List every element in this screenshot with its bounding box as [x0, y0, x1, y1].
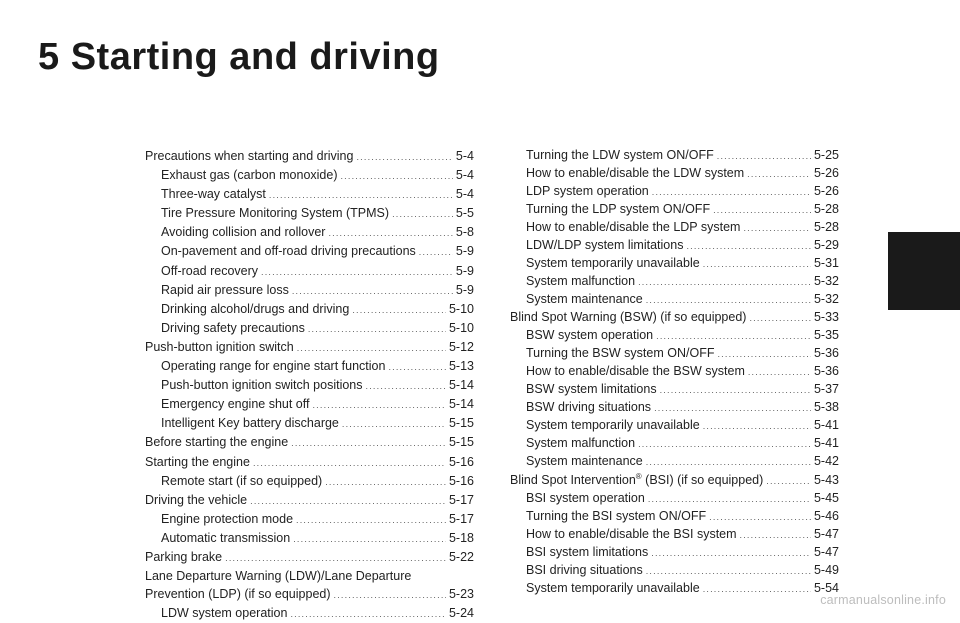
toc-leader — [766, 472, 811, 490]
toc-leader — [269, 186, 453, 204]
toc-entry-title: Emergency engine shut off — [161, 397, 310, 412]
toc-entry[interactable] — [510, 417, 839, 435]
toc-leader — [709, 509, 811, 526]
toc-entry[interactable] — [145, 491, 474, 510]
toc-page-number: 5-26 — [813, 184, 839, 198]
toc-leader — [652, 184, 811, 201]
page-title: 5 Starting and driving — [38, 36, 440, 78]
toc-page-number: 5-4 — [455, 187, 474, 202]
toc-entry[interactable] — [145, 300, 474, 319]
toc-entry-title: System malfunction — [526, 274, 636, 288]
toc-leader — [340, 167, 452, 185]
toc-leader — [250, 492, 446, 510]
toc-entry[interactable] — [145, 223, 474, 242]
toc-page-number: 5-35 — [813, 328, 839, 342]
toc-leader — [646, 454, 811, 471]
toc-entry[interactable] — [510, 381, 839, 399]
toc-page-number: 5-41 — [813, 436, 839, 450]
chapter-tab-marker — [888, 232, 960, 310]
toc-entry[interactable] — [145, 281, 474, 300]
toc-entry-title: How to enable/disable the BSW system — [526, 364, 745, 378]
toc-page-number: 5-8 — [455, 225, 474, 240]
toc-page-number: 5-14 — [448, 397, 474, 412]
toc-list-left — [145, 147, 474, 567]
toc-entry-title: Remote start (if so equipped) — [161, 473, 323, 488]
toc-leader — [352, 301, 446, 319]
toc-entry-title: System maintenance — [526, 292, 643, 306]
toc-page-number: 5-5 — [455, 206, 474, 221]
toc-entry-title: Push-button ignition switch positions — [161, 378, 363, 393]
toc-leader — [638, 436, 811, 453]
toc-page-number: 5-26 — [813, 166, 839, 180]
toc-page-number: 5-32 — [813, 274, 839, 288]
toc-leader — [392, 205, 453, 223]
toc-entry-title: BSI driving situations — [526, 563, 643, 578]
toc-leader — [656, 328, 811, 345]
toc-entry[interactable] — [145, 147, 474, 166]
toc-entry-title: Blind Spot Intervention — [510, 473, 636, 487]
toc-entry[interactable] — [510, 363, 839, 381]
toc-page-number: 5-32 — [813, 292, 839, 306]
toc-entry-title: Automatic transmission — [161, 530, 291, 545]
toc-page-number: 5-10 — [448, 301, 474, 316]
toc-entry[interactable] — [145, 510, 474, 529]
toc-page-number: 5-36 — [813, 346, 839, 360]
toc-page-number: 5-4 — [455, 149, 474, 163]
toc-entry[interactable] — [145, 453, 474, 472]
toc-entry[interactable] — [145, 319, 474, 338]
toc-leader — [291, 434, 446, 452]
toc-page-number: 5-9 — [455, 282, 474, 297]
toc-leader — [325, 473, 446, 491]
toc-entry-title: Parking brake — [145, 549, 223, 564]
toc-page-number: 5-17 — [448, 492, 474, 507]
toc-page-number: 5-4 — [455, 168, 474, 183]
toc-entry-title: System temporarily unavailable — [526, 418, 700, 432]
toc-leader — [297, 339, 446, 357]
toc-entry-title: Intelligent Key battery discharge — [161, 416, 339, 431]
toc-entry-title: BSW system limitations — [526, 382, 657, 396]
toc-entry-title: Before starting the engine — [145, 435, 289, 450]
toc-entry[interactable] — [145, 262, 474, 281]
toc-leader — [308, 320, 446, 338]
toc-leader — [253, 454, 446, 472]
toc-leader — [646, 563, 811, 580]
toc-page-number: 5-37 — [813, 382, 839, 396]
toc-column-left — [145, 147, 474, 623]
toc-entry-lane-departure[interactable] — [145, 567, 474, 604]
toc-leader — [290, 605, 446, 623]
toc-page-number: 5-54 — [813, 581, 839, 596]
toc-page-number: 5-15 — [448, 416, 474, 431]
toc-page-number: 5-25 — [813, 148, 839, 162]
toc-entry-title: Drinking alcohol/drugs and driving — [161, 301, 350, 316]
toc-entry-title: Driving the vehicle — [145, 492, 248, 507]
toc-entry[interactable] — [510, 327, 839, 345]
toc-entry[interactable] — [510, 147, 839, 165]
toc-entry[interactable] — [510, 562, 839, 580]
toc-leader — [366, 377, 446, 395]
toc-entry[interactable] — [145, 185, 474, 204]
toc-leader — [743, 220, 810, 237]
toc-leader — [292, 282, 453, 300]
toc-entry-title: System temporarily unavailable — [526, 581, 700, 596]
toc-page-number: 5-16 — [448, 454, 474, 469]
toc-entry-title: Engine protection mode — [161, 511, 294, 526]
toc-entry-title: On-pavement and off-road driving precautions — [161, 244, 416, 259]
toc-leader — [261, 263, 453, 281]
toc-entry[interactable] — [510, 345, 839, 363]
toc-entry-title: Off-road recovery — [161, 263, 259, 278]
toc-page-number: 5-22 — [448, 549, 474, 564]
toc-page-number: 5-42 — [813, 454, 839, 468]
toc-entry-title: LDW/LDP system limitations — [526, 238, 684, 252]
toc-page-number: 5-24 — [448, 606, 474, 621]
toc-entry-title: Tire Pressure Monitoring System (TPMS) — [161, 206, 390, 221]
toc-entry-title-suffix: (BSI) (if so equipped) — [641, 473, 764, 487]
toc-leader — [225, 549, 446, 567]
toc-leader — [638, 274, 811, 291]
toc-page-number: 5-43 — [813, 473, 839, 487]
toc-entry-title: How to enable/disable the LDW system — [526, 166, 745, 180]
toc-entry[interactable] — [145, 548, 474, 567]
toc-entry[interactable] — [510, 291, 839, 309]
toc-entry-title: Push-button ignition switch — [145, 339, 294, 354]
toc-page-number: 5-36 — [813, 364, 839, 378]
toc-leader — [312, 396, 445, 414]
toc-entry[interactable] — [510, 201, 839, 219]
toc-entry-title: BSI system limitations — [526, 545, 649, 560]
toc-entry-title: BSI system operation — [526, 491, 645, 506]
toc-leader — [749, 310, 811, 327]
toc-leader — [654, 400, 811, 417]
toc-entry[interactable] — [145, 242, 474, 261]
toc-entry-title: Avoiding collision and rollover — [161, 225, 326, 240]
toc-page-number: 5-45 — [813, 491, 839, 506]
toc-entry[interactable] — [510, 508, 839, 526]
toc-entry[interactable] — [510, 435, 839, 453]
toc-entry[interactable] — [145, 166, 474, 185]
toc-leader — [686, 238, 811, 255]
toc-page-number: 5-33 — [813, 310, 839, 324]
toc-entry[interactable] — [145, 529, 474, 548]
toc-leader — [296, 511, 446, 529]
toc-page-number: 5-18 — [448, 530, 474, 545]
toc-leader — [356, 148, 452, 166]
toc-leader — [713, 202, 811, 219]
toc-entry-title: Starting the engine — [145, 454, 250, 469]
toc-entry-title: BSW system operation — [526, 328, 654, 342]
toc-entry[interactable] — [510, 183, 839, 201]
toc-entry-title: Turning the BSI system ON/OFF — [526, 509, 707, 524]
toc-leader — [703, 581, 811, 598]
toc-page-number: 5-23 — [448, 587, 474, 602]
toc-page-number: 5-28 — [813, 220, 839, 234]
toc-entry-title: LDP system operation — [526, 184, 649, 198]
toc-entry[interactable] — [510, 255, 839, 273]
toc-entry-title: Blind Spot Warning (BSW) (if so equipped) — [510, 310, 747, 324]
toc-entry-title: Driving safety precautions — [161, 320, 305, 335]
toc-entry[interactable] — [510, 544, 839, 562]
toc-leader — [748, 364, 811, 381]
toc-leader — [334, 586, 446, 604]
watermark: carmanualsonline.info — [820, 593, 946, 607]
toc-leader — [747, 166, 811, 183]
toc-page-number: 5-12 — [448, 339, 474, 354]
toc-leader — [648, 491, 811, 508]
toc-entry-title-line2: Prevention (LDP) (if so equipped) — [145, 587, 331, 602]
toc-entry-title: LDW system operation — [161, 606, 288, 621]
toc-leader — [328, 224, 452, 242]
toc-entry[interactable] — [145, 472, 474, 491]
toc-entry-title: Three-way catalyst — [161, 187, 266, 202]
toc-entry[interactable] — [510, 219, 839, 237]
toc-page-number: 5-9 — [455, 263, 474, 278]
registered-mark: ® — [635, 471, 642, 481]
toc-entry-title: System malfunction — [526, 436, 636, 450]
toc-entry[interactable] — [145, 604, 474, 623]
toc-entry-title: Turning the BSW system ON/OFF — [526, 346, 715, 360]
toc-entry[interactable] — [145, 338, 474, 357]
toc-leader — [388, 358, 446, 376]
toc-leader — [651, 545, 811, 562]
toc-entry-title: Rapid air pressure loss — [161, 282, 289, 297]
toc-entry[interactable] — [510, 580, 839, 598]
toc-entry[interactable] — [145, 433, 474, 452]
toc-entry-title: System maintenance — [526, 454, 643, 468]
toc-leader — [740, 527, 811, 544]
toc-entry[interactable] — [510, 273, 839, 291]
toc-page-number: 5-14 — [448, 378, 474, 393]
toc-column-right — [510, 147, 839, 598]
toc-entry-title: Turning the LDW system ON/OFF — [526, 148, 714, 162]
toc-entry-title: Operating range for engine start function — [161, 359, 386, 374]
toc-entry[interactable] — [510, 526, 839, 544]
toc-entry-title: Precautions when starting and driving — [145, 149, 354, 163]
toc-list-right — [510, 147, 839, 471]
toc-entry[interactable] — [510, 165, 839, 183]
toc-entry[interactable] — [145, 204, 474, 223]
toc-list-right-tail — [510, 490, 839, 598]
toc-entry-bsi[interactable] — [510, 471, 839, 490]
toc-leader — [646, 292, 811, 309]
toc-entry[interactable] — [510, 453, 839, 471]
toc-entry-title: System temporarily unavailable — [526, 256, 700, 270]
toc-entry-title: Exhaust gas (carbon monoxide) — [161, 168, 338, 183]
toc-page-number: 5-16 — [448, 473, 474, 488]
toc-entry-title: How to enable/disable the LDP system — [526, 220, 741, 234]
toc-page-number: 5-41 — [813, 418, 839, 432]
toc-leader — [660, 382, 811, 399]
toc-page-number: 5-49 — [813, 563, 839, 578]
toc-leader — [717, 148, 811, 165]
toc-page-number: 5-28 — [813, 202, 839, 216]
toc-entry[interactable] — [510, 399, 839, 417]
toc-leader — [293, 530, 446, 548]
toc-page-number: 5-9 — [455, 244, 474, 259]
toc-entry[interactable] — [145, 395, 474, 414]
toc-list-left-tail — [145, 604, 474, 623]
toc-entry[interactable] — [510, 490, 839, 508]
toc-entry[interactable] — [510, 237, 839, 255]
toc-entry[interactable] — [510, 309, 839, 327]
toc-entry[interactable] — [145, 414, 474, 433]
toc-page-number: 5-47 — [813, 527, 839, 542]
toc-leader — [703, 418, 811, 435]
toc-page-number: 5-13 — [448, 359, 474, 374]
toc-entry[interactable] — [145, 357, 474, 376]
toc-entry[interactable] — [145, 376, 474, 395]
toc-entry-title: How to enable/disable the BSI system — [526, 527, 737, 542]
toc-leader — [703, 256, 811, 273]
toc-entry-title: BSW driving situations — [526, 400, 652, 414]
toc-page-number: 5-47 — [813, 545, 839, 560]
toc-leader — [342, 415, 446, 433]
toc-page-number: 5-31 — [813, 256, 839, 270]
toc-leader — [717, 346, 811, 363]
toc-leader — [419, 243, 453, 261]
toc-page-number: 5-29 — [813, 238, 839, 252]
toc-page-number: 5-15 — [448, 435, 474, 450]
toc-entry-title-line1: Lane Departure Warning (LDW)/Lane Departure — [145, 569, 412, 584]
toc-entry-title: Turning the LDP system ON/OFF — [526, 202, 711, 216]
toc-page-number: 5-17 — [448, 511, 474, 526]
toc-page-number: 5-46 — [813, 509, 839, 524]
toc-page-number: 5-10 — [448, 320, 474, 335]
toc-page-number: 5-38 — [813, 400, 839, 414]
